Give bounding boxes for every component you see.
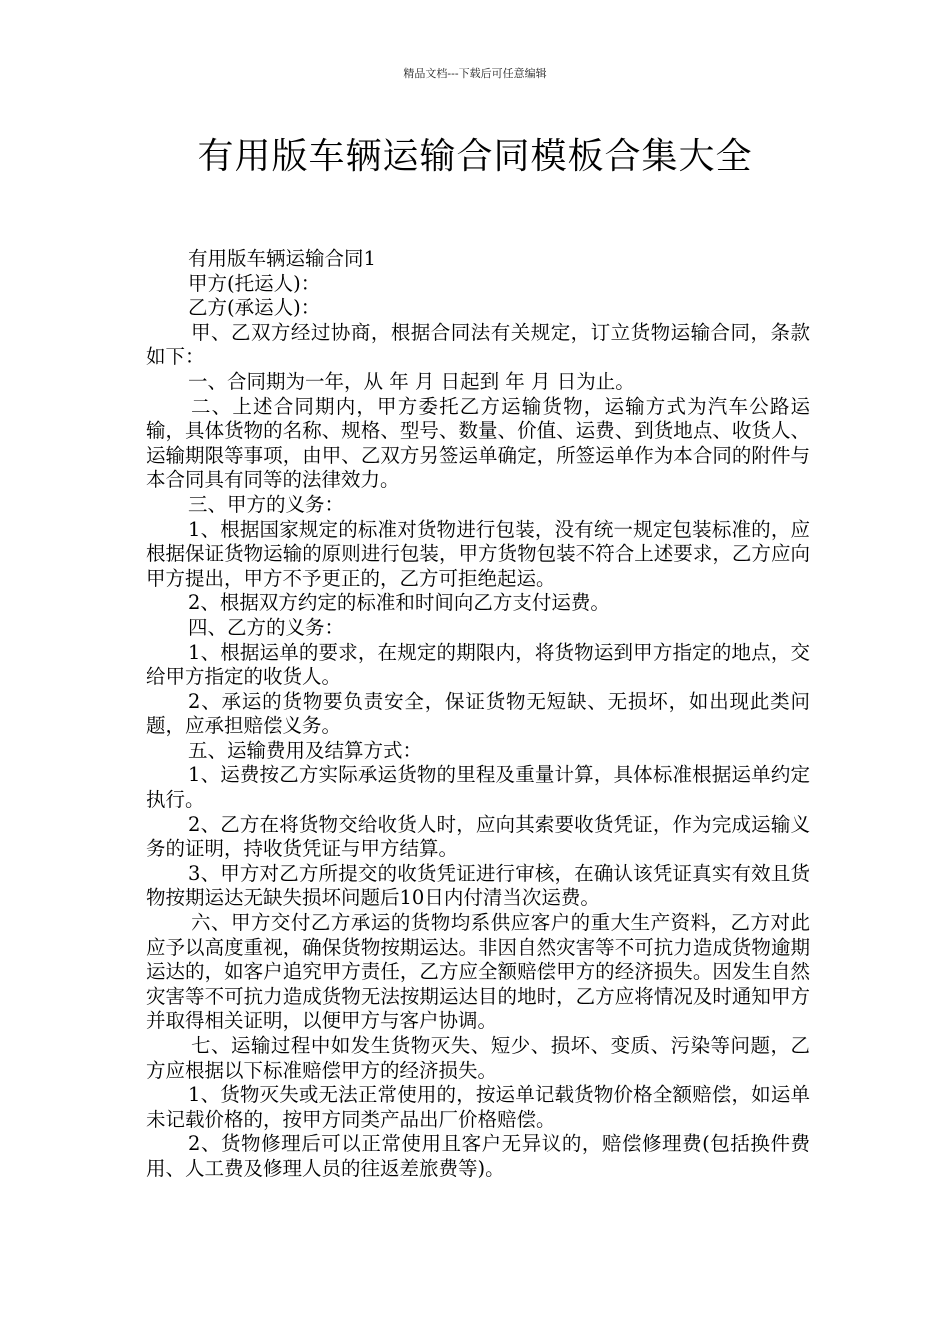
paragraph: 七、运输过程中如发生货物灭失、短少、损坏、变质、污染等问题，乙方应根据以下标准赔偿甲方的经济损失。: [146, 1034, 810, 1082]
paragraph: 2、乙方在将货物交给收货人时，应向其索要收货凭证，作为完成运输义务的证明，持收货凭证与甲方结算。: [146, 812, 810, 861]
party-a-line: 甲方(托运人)：: [188, 271, 321, 295]
document-title: 有用版车辆运输合同模板合集大全: [197, 136, 753, 177]
paragraph: 1、根据国家规定的标准对货物进行包装，没有统一规定包装标准的，应根据保证货物运输的原则进行包装，甲方货物包装不符合上述要求，乙方应向甲方提出，甲方不予更正的，乙方可拒绝起运。: [146, 517, 810, 590]
paragraph: 1、运费按乙方实际承运货物的里程及重量计算，具体标准根据运单约定执行。: [146, 763, 810, 812]
document-body: [146, 247, 810, 1182]
party-b-line: 乙方(承运人)：: [188, 296, 321, 320]
contract-subtitle: 有用版车辆运输合同1: [188, 247, 376, 270]
paragraph: 1、根据运单的要求，在规定的期限内，将货物运到甲方指定的地点，交给甲方指定的收货人。: [146, 640, 810, 689]
paragraph: 甲、乙双方经过协商，根据合同法有关规定，订立货物运输合同，条款如下：: [146, 320, 810, 369]
clause-heading: 三、甲方的义务：: [188, 492, 345, 516]
paragraph: 3、甲方对乙方所提交的收货凭证进行审核，在确认该凭证真实有效且货物按期运达无缺失损坏问题后10日内付清当次运费。: [146, 861, 810, 910]
paragraph: 2、承运的货物要负责安全，保证货物无短缺、无损坏，如出现此类问题，应承担赔偿义务。: [146, 689, 810, 738]
paragraph: 六、甲方交付乙方承运的货物均系供应客户的重大生产资料，乙方对此应予以高度重视，确保货物按期运达。非因自然灾害等不可抗力造成货物逾期运达的，如客户追究甲方责任，乙方应全额赔偿甲方的经济损失。因发生自然灾害等不可抗力造成货物无法按期运达目的地时，乙方应将情况及时通知甲方并取得相关证明，以便甲方与客户协调。: [146, 911, 810, 1033]
header-note: 精品文档---下载后可任意编辑: [403, 67, 547, 80]
paragraph: 二、上述合同期内，甲方委托乙方运输货物，运输方式为汽车公路运输，具体货物的名称、规格、型号、数量、价值、运费、到货地点、收货人、运输期限等事项，由甲、乙双方另签运单确定，所签运单作为本合同的附件与本合同具有同等的法律效力。: [146, 394, 810, 492]
paragraph: 1、货物灭失或无法正常使用的，按运单记载货物价格全额赔偿，如运单未记载价格的，按甲方同类产品出厂价格赔偿。: [146, 1083, 810, 1131]
paragraph: 2、根据双方约定的标准和时间向乙方支付运费。: [188, 591, 610, 615]
paragraph: 2、货物修理后可以正常使用且客户无异议的，赔偿修理费(包括换件费用、人工费及修理人员的往返差旅费等)。: [146, 1132, 810, 1180]
clause-heading: 五、运输费用及结算方式：: [188, 738, 423, 762]
clause-heading: 一、合同期为一年，从 年 月 日起到 年 月 日为止。: [188, 369, 635, 393]
clause-heading: 四、乙方的义务：: [188, 615, 345, 639]
